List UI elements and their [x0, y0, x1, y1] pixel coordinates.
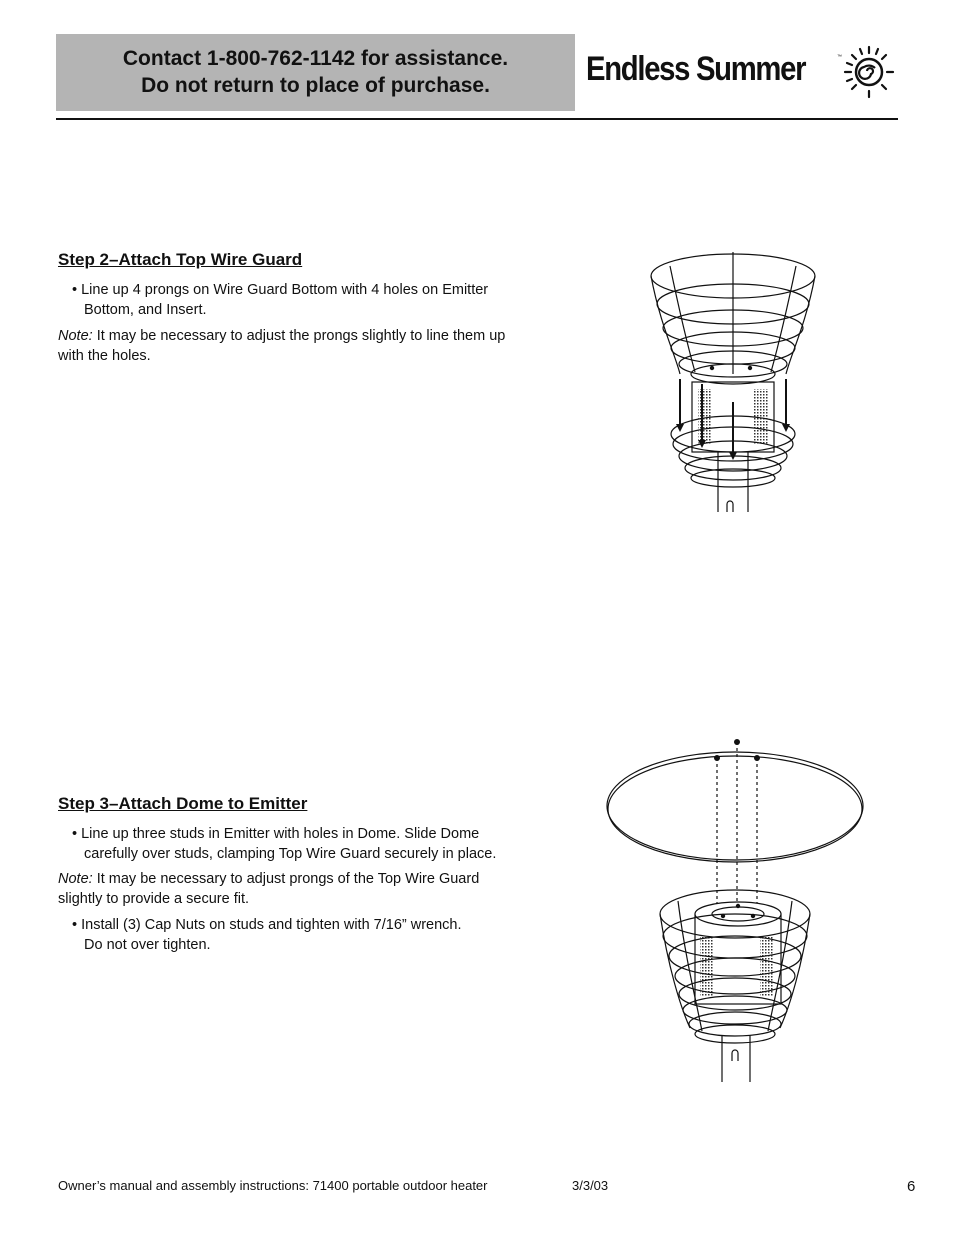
step2-note: [58, 327, 558, 366]
step2-wire-guard-illustration: [640, 244, 830, 514]
step3-note-line2: slightly to provide a secure fit.: [58, 890, 250, 907]
step3-title: Step 3–Attach Dome to Emitter: [58, 794, 308, 813]
contact-banner: [56, 34, 575, 111]
step2-title: Step 2–Attach Top Wire Guard: [58, 250, 303, 269]
step3-bullet2-line1: • Install (3) Cap Nuts on studs and tighten with 7/16” wrench.: [72, 917, 462, 933]
step2-note-line2: with the holes.: [58, 347, 151, 364]
step3-bullet1-line1: • Line up three studs in Emitter with holes in Dome. Slide Dome: [72, 826, 480, 842]
contact-line-1: Contact 1-800-762-1142 for assistance.: [122, 47, 509, 70]
sun-spiral-icon: [841, 44, 897, 100]
step3-note-line1: It may be necessary to adjust prongs of the Top Wire Guard: [92, 871, 480, 887]
footer-manual-title: Owner’s manual and assembly instructions: 71400 portable outdoor heater: [58, 1178, 488, 1193]
page-number: 6: [907, 1178, 916, 1195]
brand-logo: [586, 44, 906, 108]
step3-bullet2-line2: Do not over tighten.: [84, 936, 211, 953]
brand-name: Endless Summer: [586, 50, 806, 88]
step3-bullet1-line2: carefully over studs, clamping Top Wire Guard securely in place.: [84, 845, 497, 862]
step3-dome-illustration: [600, 736, 870, 1086]
step3-note-label: Note:: [58, 871, 93, 887]
step2-bullet-line1: • Line up 4 prongs on Wire Guard Bottom with 4 holes on Emitter: [72, 282, 489, 298]
step3-bullet-2: [72, 916, 552, 955]
step2-note-label: Note:: [58, 328, 93, 344]
step2-note-line1: It may be necessary to adjust the prongs slightly to line them up: [92, 328, 506, 344]
brand-trademark: ™: [837, 54, 842, 60]
step2-bullet: [72, 281, 552, 320]
step2-bullet-line2: Bottom, and Insert.: [84, 301, 207, 318]
footer-date: 3/3/03: [572, 1178, 609, 1193]
contact-line-2: Do not return to place of purchase.: [141, 74, 490, 97]
step3-note: [58, 870, 558, 909]
header-divider: [56, 118, 898, 120]
step3-bullet-1: [72, 825, 552, 864]
